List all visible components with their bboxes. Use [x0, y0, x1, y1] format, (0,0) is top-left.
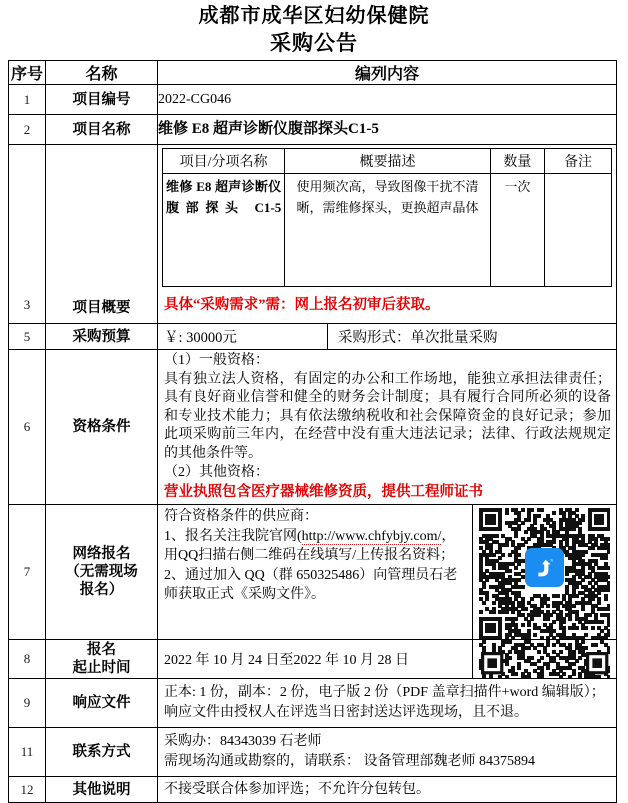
inner-item-remark — [544, 174, 611, 287]
row-no: 2 — [9, 115, 46, 145]
qr-code-cell-lower — [473, 640, 617, 678]
inner-header-desc: 概要描述 — [285, 149, 491, 174]
row-label: 采购预算 — [46, 324, 158, 350]
row-no: 7 — [9, 505, 46, 640]
row-no: 5 — [9, 324, 46, 350]
online-registration-cell — [158, 505, 617, 640]
inner-data-row — [163, 174, 612, 287]
table-row — [9, 324, 617, 350]
contact-line-2: 需现场沟通或勘察的，请联系： 设备管理部魏老师 84375894 — [164, 754, 535, 769]
row-no: 11 — [9, 728, 46, 777]
qr-code-image — [479, 508, 610, 639]
header-no: 序号 — [9, 61, 46, 85]
registration-line-1: 符合资格条件的供应商： — [164, 509, 318, 524]
row-label-line-1: 网络报名 — [72, 546, 131, 562]
row-no: 1 — [9, 85, 46, 115]
inner-header-remark: 备注 — [544, 149, 611, 174]
inner-header-row — [163, 149, 612, 174]
registration-text-cell — [158, 505, 473, 639]
contact-cell — [158, 728, 617, 777]
table-row — [9, 777, 617, 803]
row-label: 联系方式 — [46, 728, 158, 777]
purchase-form: 采购形式：单次批量采购 — [338, 330, 498, 346]
inner-header-item: 项目/分项名称 — [163, 149, 285, 174]
header-name: 名称 — [46, 61, 158, 85]
row-label — [46, 640, 158, 679]
table-header-row — [9, 61, 617, 85]
project-summary-cell — [158, 145, 617, 324]
row-no: 9 — [9, 679, 46, 728]
qr-code-image-lower — [479, 640, 610, 678]
document-title-block — [0, 0, 628, 57]
budget-cell — [158, 324, 617, 350]
procurement-need-note: 具体“采购需求”需：网上报名初审后获取。 — [164, 297, 440, 313]
registration-period-cell — [158, 640, 617, 679]
response-line-1: 正本: 1 份，副本：2 份，电子版 2 份（PDF 盖章扫描件+word 编辑版）； — [164, 685, 605, 700]
contact-line-1: 采购办：84343039 石老师 — [164, 734, 322, 749]
row-label: 项目概要 — [46, 145, 158, 324]
inner-item-name: 维修 E8 超声诊断仪腹部探头 C1-5 — [163, 174, 285, 287]
table-row — [9, 679, 617, 728]
registration-line-2 — [164, 527, 468, 566]
registration-line-2-prefix: 1、报名关注我院官网( — [164, 528, 302, 544]
summary-inner-table — [162, 148, 612, 287]
table-row — [9, 728, 617, 777]
row-label: 其他说明 — [46, 777, 158, 803]
inner-header-qty: 数量 — [490, 149, 544, 174]
registration-line-2-suffix: ，用QQ扫描右侧二维码在线填写/上传报名资料； — [164, 528, 456, 563]
table-row — [9, 505, 617, 640]
qualification-section-2-title: （2）其他资格： — [164, 465, 269, 480]
row-no: 6 — [9, 350, 46, 505]
period-layout-table — [158, 640, 616, 678]
registration-period-value: 2022 年 10 月 24 日至2022 年 10 月 28 日 — [164, 653, 409, 668]
qualification-section-2-body: 营业执照包含医疗器械维修资质，提供工程师证书 — [164, 483, 483, 500]
row-label: 响应文件 — [46, 679, 158, 728]
project-name-value: 维修 E8 超声诊断仪腹部探头C1-5 — [158, 115, 617, 145]
table-row — [9, 85, 617, 115]
budget-split-table — [158, 324, 616, 349]
row-label-line-1: 报名 — [87, 642, 116, 658]
table-row — [9, 145, 617, 324]
other-notes-value: 不接受联合体参加评选；不允许分包转包。 — [158, 777, 617, 803]
row-label-line-2: 起止时间 — [72, 660, 131, 676]
response-document-cell — [158, 679, 617, 728]
row-no: 8 — [9, 640, 46, 679]
qualification-section-1-body: 具有独立法人资格，有固定的办公和工作场地，能独立承担法律责任；具有良好商业信誉和健全的财务会计制度；具有履行合同所必须的设备和专业技术能力；具有依法缴纳税收和社会保障资金的良好记录；参加此项采购前三年内，在经营中没有重大违法记录；法律、行政法规规定的其他条件等。 — [164, 371, 611, 461]
row-label-line-2: （无需现场 — [65, 564, 138, 580]
table-row — [9, 115, 617, 145]
row-label: 资格条件 — [46, 350, 158, 505]
registration-layout-table — [158, 505, 616, 639]
row-label-line-3: 报名） — [79, 582, 124, 598]
row-no: 12 — [9, 777, 46, 803]
registration-line-3: 2、通过加入 QQ（群 650325486）向管理员石老师获取正式《采购文件》。 — [164, 567, 458, 602]
header-content: 编列内容 — [158, 61, 617, 85]
row-no: 3 — [9, 145, 46, 324]
table-row — [9, 640, 617, 679]
inner-item-qty: 一次 — [490, 174, 544, 287]
qr-code-cell — [473, 505, 617, 639]
qq-logo-icon — [525, 548, 564, 587]
row-label — [46, 505, 158, 640]
project-number-value: 2022-CG046 — [158, 85, 617, 115]
budget-amount: ￥: 30000元 — [158, 324, 328, 349]
procurement-table — [8, 60, 617, 803]
table-row — [9, 350, 617, 505]
row-label: 项目名称 — [46, 115, 158, 145]
hospital-website-link[interactable]: http://www.chfybjy.com/ — [301, 528, 442, 544]
inner-item-desc: 使用频次高，导致图像干扰不清晰，需维修探头，更换超声晶体 — [285, 174, 491, 287]
response-line-2: 响应文件由授权人在评选当日密封送达评选现场，且不退。 — [164, 705, 528, 720]
qualification-section-1-title: （1）一般资格： — [164, 353, 269, 368]
qualification-cell — [158, 350, 617, 505]
announcement-title: 采购公告 — [270, 31, 358, 55]
institution-title: 成都市成华区妇幼保健院 — [198, 5, 430, 27]
row-label: 项目编号 — [46, 85, 158, 115]
